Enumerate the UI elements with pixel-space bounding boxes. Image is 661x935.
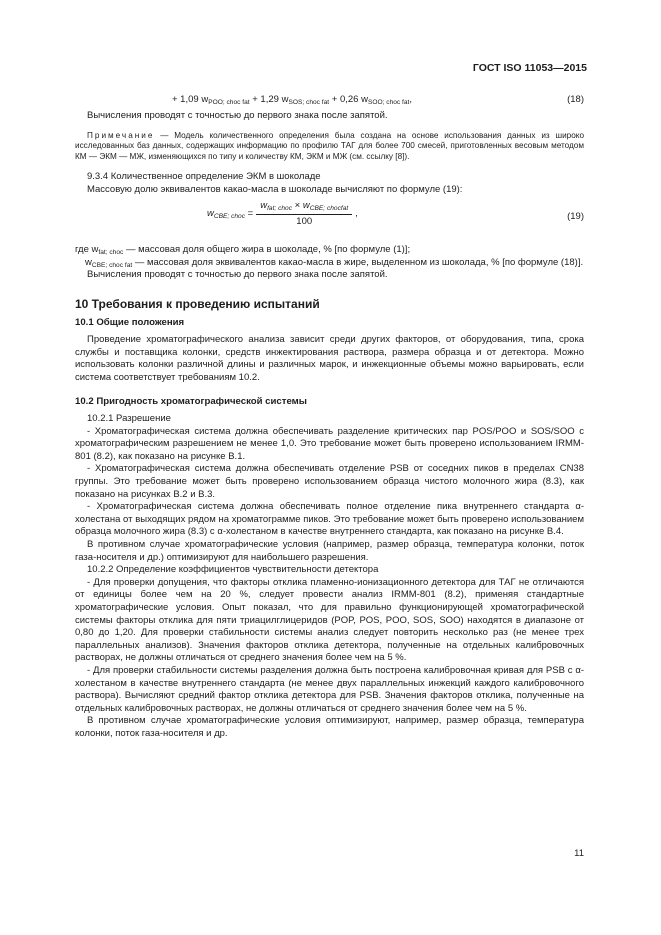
resolution-otherwise: В противном случае хроматографические условия (например, размер образца, температура колонки, поток газа-носителя и др.) оптимизируют для наибольшего разрешения. bbox=[75, 539, 584, 563]
equation-18-number: (18) bbox=[567, 94, 584, 105]
variable-definitions bbox=[75, 244, 584, 269]
section-10-title: 10 Требования к проведению испытаний bbox=[75, 296, 320, 311]
calculation-precision-1: Вычисления проводят с точностью до первого знака после запятой. bbox=[87, 110, 388, 121]
section-9-3-4-intro: Массовую долю эквивалентов какао-масла в шоколаде вычисляют по формуле (19): bbox=[87, 183, 463, 195]
resolution-requirement-2: - Хроматографическая система должна обеспечивать отделение PSB от соседних пиков в пределах CN38 группы. Это требование может быть проверено использованием образца чистого молочного жира (8.3), как показано на рисунках В.2 и В.3. bbox=[75, 463, 584, 500]
response-factor-otherwise: В противном случае хроматографические условия оптимизируют, например, размер образца, температура колонки, поток газа-носителя и др. bbox=[75, 715, 584, 739]
variable-w-fat-choc: где $w_{fat; choc}$ — массовая доля общего жира в шоколаде, % [по формуле (1)]; bbox=[75, 244, 411, 257]
standard-header: ГОСТ ISO 11053—2015 bbox=[472, 62, 587, 74]
page-content bbox=[75, 94, 584, 741]
page-number: 11 bbox=[574, 848, 584, 859]
equation-18 bbox=[75, 94, 584, 110]
equation-19-lhs: $w_{CBE; choc}$ = bbox=[207, 207, 254, 220]
equation-19-fraction bbox=[256, 200, 352, 228]
resolution-requirement-3: - Хроматографическая система должна обеспечивать полное отделение пика внутреннего стандарта α-холестана от выходящих рядом на хроматограмме пиков. Это требование может быть проверено использованием образца молочного жира (8.3) с α-холестаном в качестве внутреннего стандарта, как показано на рисунке В.4. bbox=[75, 501, 584, 538]
equation-18-expression: + 1,09 $w_{POO; choc fat} + 1,29$ $w_{SOS; choc fat} + 0,26$ $w_{SOO; choc fat}$, bbox=[172, 94, 413, 106]
section-10-1-paragraph: Проведение хроматографического анализа зависит среди других факторов, от оборудования, типа, срока службы и поставщика колонки, средств инжектирования раствора, размера образца и от детектора. Можно использовать колонки различной длины и различных марок, и инжекционные объемы можно варьировать, если система соответствует требованиям 10.2. bbox=[75, 334, 584, 383]
equation-19-denominator: 100 bbox=[296, 215, 313, 227]
equation-19-expression: $w_{CBE; choc}$ = $\frac{w_{fat; choc} \times w_{CBE; chocfat}}{100}$ , bbox=[207, 200, 358, 227]
section-10-1-title: 10.1 Общие положения bbox=[75, 316, 185, 328]
equation-19 bbox=[75, 200, 584, 236]
note bbox=[75, 131, 584, 163]
response-factor-requirement-1: - Для проверки допущения, что факторы отклика пламенно-ионизационного детектора для ТАГ не отличаются от единицы более чем на 20 %, следует провести анализ IRMM-801 (8.2), применяя стандартные хроматографические условия. Опыт показал, что для правильно функционирующей хроматографической системы факторы отклика для пяти триацилглицеридов (POP, POS, POO, SOS, SOO) находятся в диапазоне от 0,80 до 1,20. Для проверки стабильности системы анализ следует повторить несколько раз (не менее трех параллельных анализов). Значения факторов отклика детектора, полученные на отдельных калибровочных растворах, не должны отличаться от среднего значения более чем на 5 %. bbox=[75, 576, 584, 664]
section-10-2-title: 10.2 Пригодность хроматографической системы bbox=[75, 395, 307, 407]
response-factor-requirement-2: - Для проверки стабильности системы разделения должна быть построена калибровочная кривая для PSB с α-холестаном в качестве внутреннего стандарта (не менее двух параллельных инжекций каждого калибровочного раствора). Вычисляют средний фактор отклика детектора для PSB. Значения факторов отклика, полученные на отдельных калибровочных растворах, не должны отличаться от среднего значения более чем на 5 %. bbox=[75, 664, 584, 714]
calculation-precision-2: Вычисления проводят с точностью до первого знака после запятой. bbox=[87, 269, 388, 281]
note-text: — Модель количественного определения была создана на основе использования данных из широко исследованных баз данных, содержащих информацию по профилю ТАГ для более 700 смесей, приготовленных весовым методом КМ — ЭКМ — МЖ, изменяющихся по типу и количеству КМ, ЭКМ и МЖ (см. ссылку [8]). bbox=[75, 130, 584, 162]
section-10-2-1-title: 10.2.1 Разрешение bbox=[87, 413, 171, 425]
equation-19-numerator: $w_{fat; choc} \times w_{CBE; chocfat}$ bbox=[256, 200, 352, 215]
variable-w-cbe-choc-fat: $w_{CBE; choc fat}$ — массовая доля эквивалентов какао-масла в жире, выделенном из шоколада, % [по формуле (18)]. bbox=[85, 256, 584, 269]
resolution-requirement-1: - Хроматографическая система должна обеспечивать разделение критических пар POS/POO и SOS/SOO с хроматографическим разрешением не менее 1,0. Это требование может быть проверено использованием IRMM-801 (8.2), как показано на рисунке В.1. bbox=[75, 425, 584, 462]
section-10-2-2-title: 10.2.2 Определение коэффициентов чувствительности детектора bbox=[87, 564, 379, 576]
note-label: Примечание bbox=[87, 130, 155, 140]
equation-19-number: (19) bbox=[567, 211, 584, 223]
section-9-3-4-title: 9.3.4 Количественное определение ЭКМ в шоколаде bbox=[87, 170, 321, 182]
